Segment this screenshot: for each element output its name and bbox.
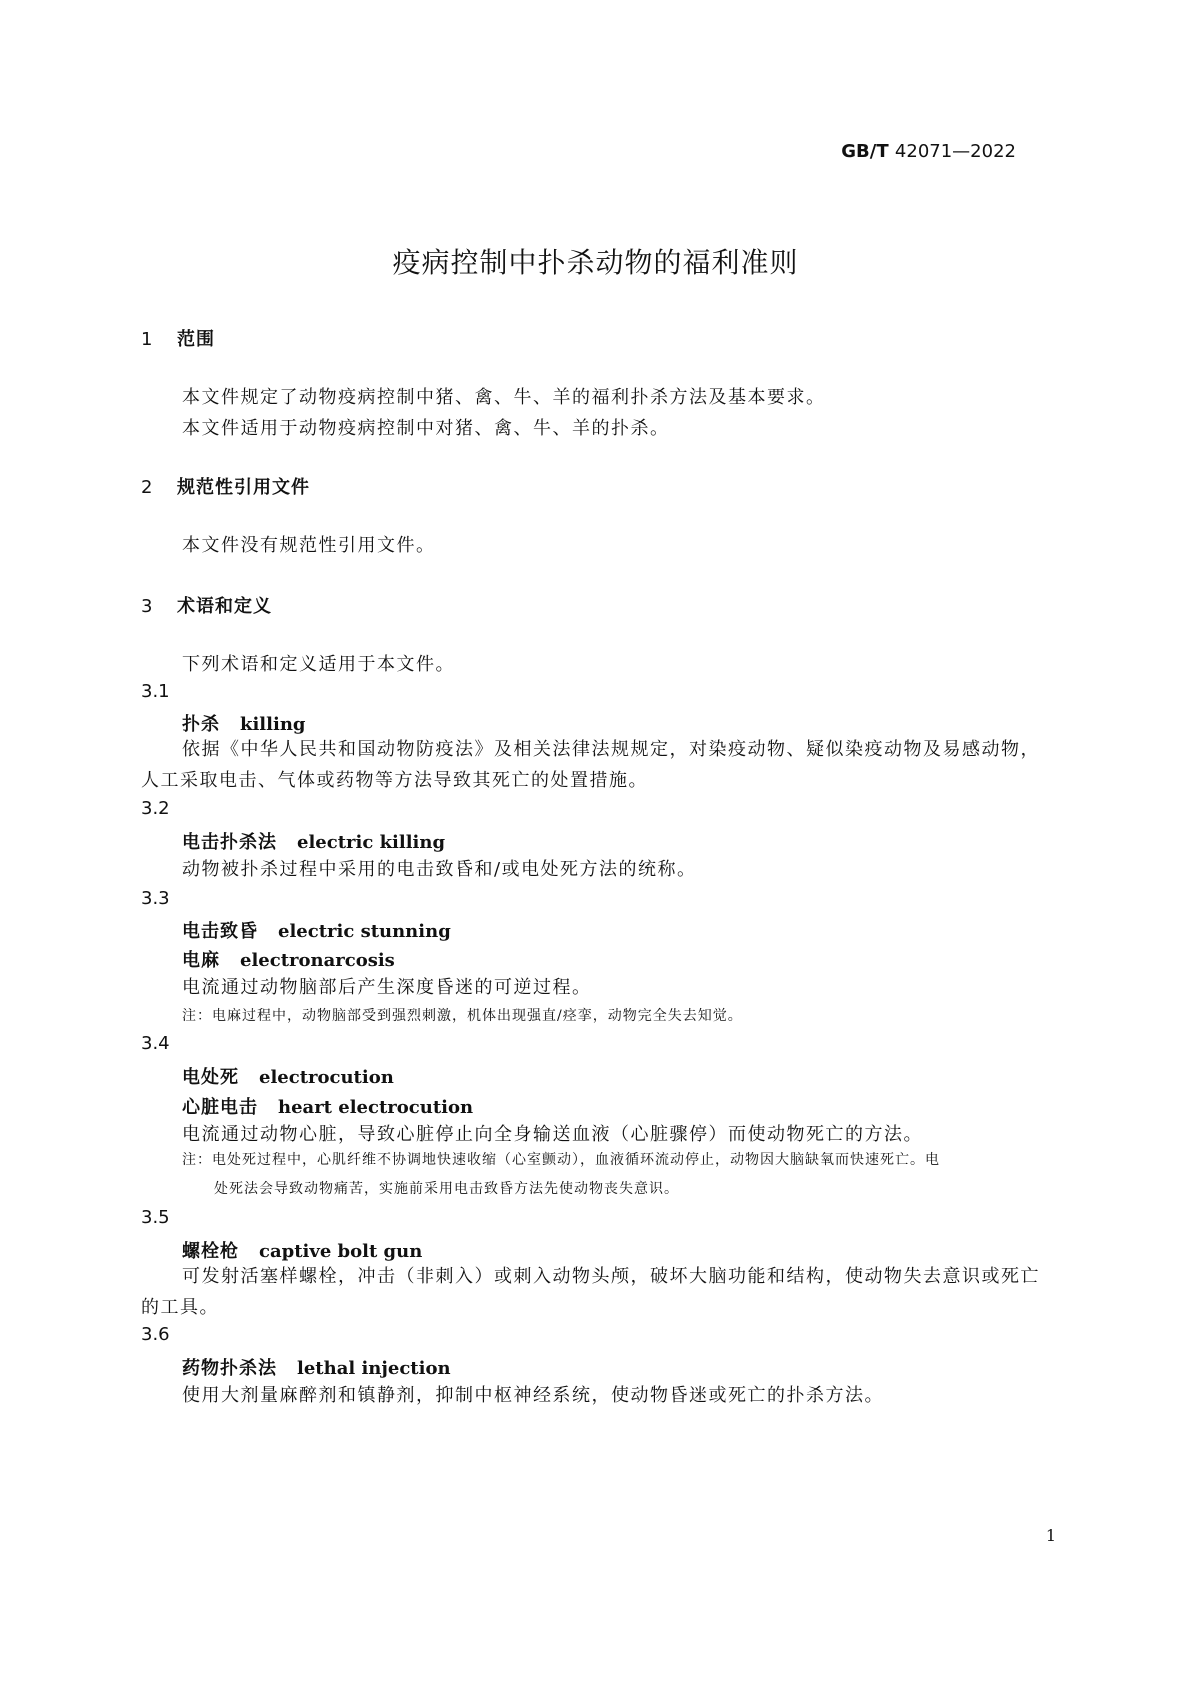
term-en: electric killing xyxy=(297,832,446,853)
section-title: 规范性引用文件 xyxy=(177,477,310,498)
term-alt-en: electronarcosis xyxy=(240,950,395,971)
term-definition: 依据《中华人民共和国动物防疫法》及相关法律法规规定，对染疫动物、疑似染疫动物及易感动物，人工采取电击、气体或药物等方法导致其死亡的处置措施。 xyxy=(141,739,1040,791)
term-zh: 药物扑杀法 xyxy=(182,1358,277,1379)
term-definition: 动物被扑杀过程中采用的电击致昏和/或电处死方法的统称。 xyxy=(182,859,697,880)
term-entry xyxy=(182,1063,394,1089)
clause-number: 3.2 xyxy=(141,798,170,819)
term-alt-zh: 心脏电击 xyxy=(182,1097,258,1118)
term-note xyxy=(182,1146,1052,1204)
term-en: killing xyxy=(240,714,306,735)
clause-number: 3.3 xyxy=(141,888,170,909)
scope-paragraph-1: 本文件规定了动物疫病控制中猪、禽、牛、羊的福利扑杀方法及基本要求。 xyxy=(182,387,826,408)
clause-number: 3.1 xyxy=(141,681,170,702)
term-entry xyxy=(182,1354,451,1380)
clause-number: 3.4 xyxy=(141,1033,170,1054)
term-zh: 电处死 xyxy=(182,1067,239,1088)
term-en: captive bolt gun xyxy=(259,1241,423,1262)
clause-number: 3.5 xyxy=(141,1207,170,1228)
term-zh: 电击扑杀法 xyxy=(182,832,277,853)
term-alt-zh: 电麻 xyxy=(182,950,220,971)
normative-paragraph: 本文件没有规范性引用文件。 xyxy=(182,535,436,556)
term-alternative xyxy=(182,946,395,972)
term-zh: 电击致昏 xyxy=(182,921,258,942)
section-title: 范围 xyxy=(177,329,215,350)
term-alternative xyxy=(182,1093,473,1119)
section-title: 术语和定义 xyxy=(177,596,272,617)
section-number: 2 xyxy=(141,477,153,498)
section-heading-scope xyxy=(141,325,215,351)
term-entry xyxy=(182,917,451,943)
term-entry xyxy=(182,1237,422,1263)
standard-code-prefix: GB/T xyxy=(841,141,889,162)
term-definition: 电流通过动物心脏，导致心脏停止向全身输送血液（心脏骤停）而使动物死亡的方法。 xyxy=(182,1124,923,1145)
standard-code xyxy=(841,141,1016,162)
term-alt-en: heart electrocution xyxy=(278,1097,474,1118)
term-en: lethal injection xyxy=(297,1358,451,1379)
term-note-line-1: 注：电处死过程中，心肌纤维不协调地快速收缩（心室颤动），血液循环流动停止，动物因大脑缺氧而快速死亡。电 xyxy=(182,1152,940,1168)
clause-number: 3.6 xyxy=(141,1324,170,1345)
section-heading-normative xyxy=(141,473,310,499)
standard-code-number: 42071—2022 xyxy=(894,141,1016,162)
terms-intro: 下列术语和定义适用于本文件。 xyxy=(182,654,455,675)
term-en: electrocution xyxy=(259,1067,394,1088)
term-zh: 螺栓枪 xyxy=(182,1241,239,1262)
section-number: 1 xyxy=(141,329,153,350)
term-zh: 扑杀 xyxy=(182,714,220,735)
term-entry xyxy=(182,710,306,736)
scope-paragraph-2: 本文件适用于动物疫病控制中对猪、禽、牛、羊的扑杀。 xyxy=(182,418,670,439)
section-number: 3 xyxy=(141,596,153,617)
document-title: 疫病控制中扑杀动物的福利准则 xyxy=(392,246,799,279)
term-note-line-2: 处死法会导致动物痛苦，实施前采用电击致昏方法先使动物丧失意识。 xyxy=(214,1181,679,1197)
term-entry xyxy=(182,828,445,854)
page-number: 1 xyxy=(1045,1526,1056,1545)
term-definition: 使用大剂量麻醉剂和镇静剂，抑制中枢神经系统，使动物昏迷或死亡的扑杀方法。 xyxy=(182,1385,884,1406)
term-definition: 电流通过动物脑部后产生深度昏迷的可逆过程。 xyxy=(182,977,592,998)
term-definition: 可发射活塞样螺栓，冲击（非刺入）或刺入动物头颅，破坏大脑功能和结构，使动物失去意识或死亡的工具。 xyxy=(141,1266,1040,1318)
term-note: 注：电麻过程中，动物脑部受到强烈刺激，机体出现强直/痉挛，动物完全失去知觉。 xyxy=(182,1008,743,1024)
section-heading-terms xyxy=(141,592,272,618)
term-en: electric stunning xyxy=(278,921,451,942)
